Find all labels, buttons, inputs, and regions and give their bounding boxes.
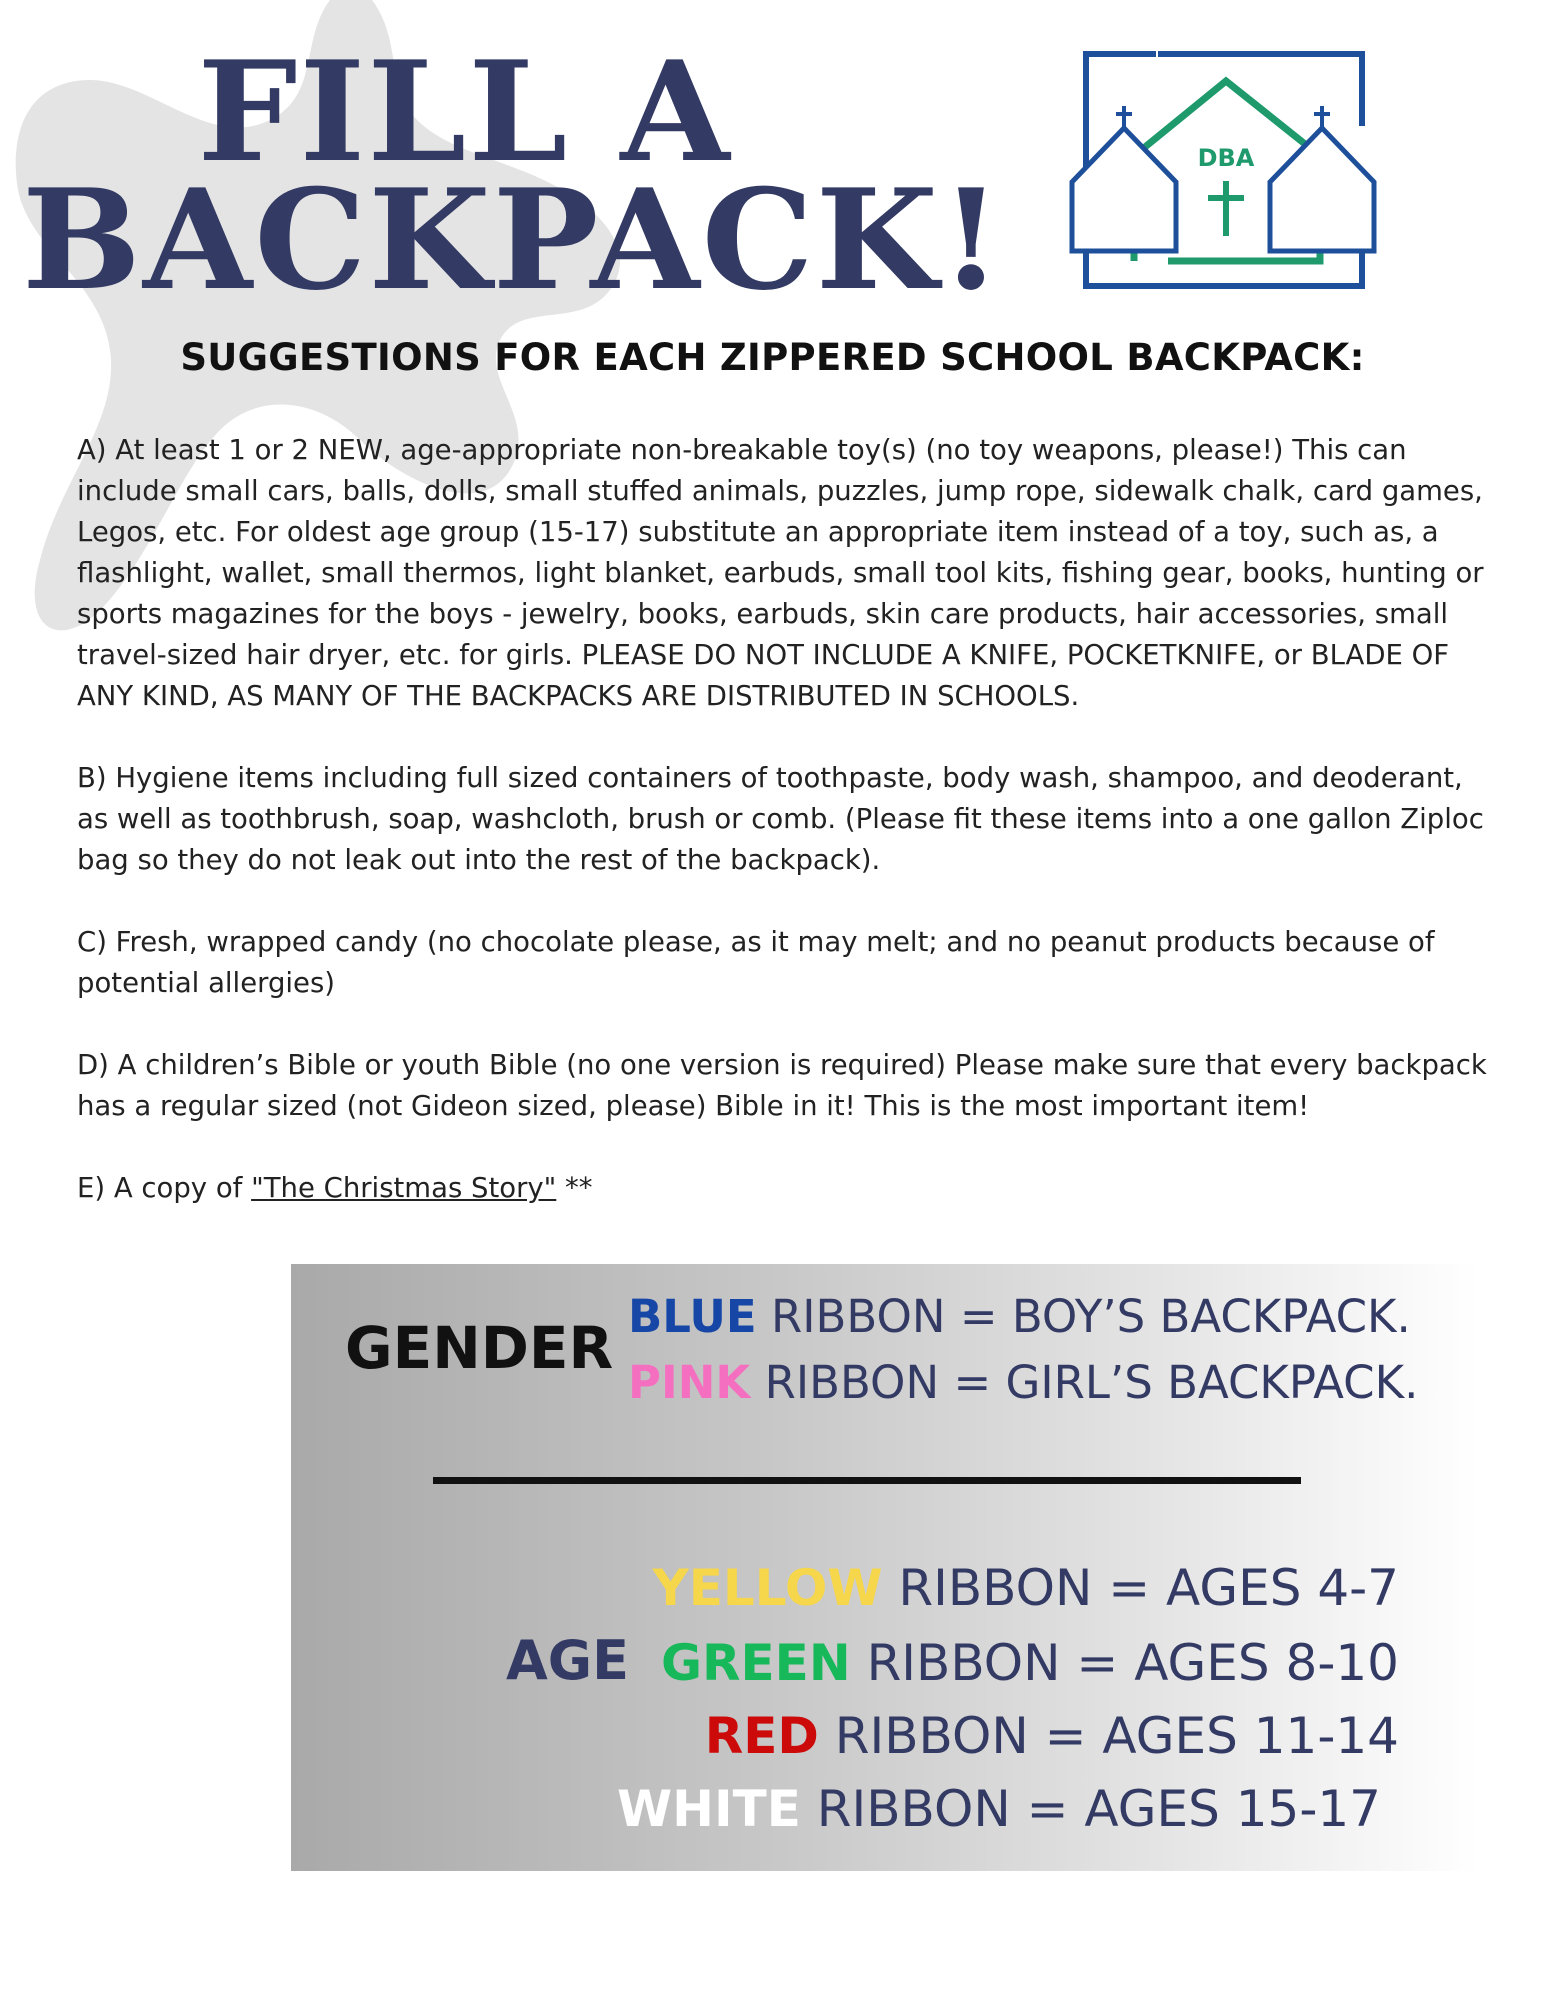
section-divider bbox=[433, 1477, 1301, 1484]
ribbon-color-word: WHITE bbox=[616, 1780, 801, 1838]
gender-row-blue bbox=[628, 1290, 1411, 1343]
ribbon-meaning: RIBBON = AGES 8-10 bbox=[850, 1634, 1399, 1692]
age-row-green bbox=[661, 1634, 1399, 1692]
suggestion-item-d: D) A children’s Bible or youth Bible (no one version is required) Please make sure that every backpack has a regular sized (not Gideon sized, please) Bible in it! This is the most important item! bbox=[77, 1049, 1487, 1122]
age-row-red bbox=[705, 1707, 1399, 1765]
suggestion-item-b: B) Hygiene items including full sized containers of toothpaste, body wash, shampoo, and deoderant, as well as toothbrush, soap, washcloth, brush or comb. (Please fit these items into a one gallon Ziploc bag so they do not leak out into the rest of the backpack). bbox=[77, 762, 1484, 876]
page-title bbox=[22, 30, 1004, 321]
logo-text: DBA bbox=[1197, 144, 1255, 172]
title-line-2: BACKPACK! bbox=[22, 158, 1004, 321]
section-heading: SUGGESTIONS FOR EACH ZIPPERED SCHOOL BACKPACK: bbox=[180, 336, 1365, 379]
ribbon-meaning: RIBBON = AGES 4-7 bbox=[882, 1559, 1399, 1617]
gender-row-pink bbox=[628, 1356, 1418, 1409]
ribbon-key-panel bbox=[291, 1264, 1479, 1871]
ribbon-color-word: GREEN bbox=[660, 1634, 851, 1692]
ribbon-color-word: YELLOW bbox=[652, 1559, 883, 1617]
ribbon-meaning: RIBBON = AGES 15-17 bbox=[800, 1780, 1381, 1838]
suggestion-item-e-prefix: E) A copy of bbox=[77, 1172, 252, 1204]
christmas-story-link[interactable]: "The Christmas Story" bbox=[251, 1172, 557, 1204]
suggestion-item-a: A) At least 1 or 2 NEW, age-appropriate non-breakable toy(s) (no toy weapons, please!) This can include small cars, balls, dolls, small stuffed animals, puzzles, jump rope, sidewalk chalk, card games, Legos, etc. For oldest age group (15-17) substitute an appropriate item instead of a toy, such as, a flashlight, wallet, small thermos, light blanket, earbuds, small tool kits, fishing gear, books, hunting or sports magazines for the boys - jewelry, books, earbuds, skin care products, hair accessories, small travel-sized hair dryer, etc. for girls. PLEASE DO NOT INCLUDE A KNIFE, POCKETKNIFE, or BLADE OF ANY KIND, AS MANY OF THE BACKPACKS ARE DISTRIBUTED IN SCHOOLS. bbox=[77, 434, 1484, 712]
ribbon-meaning: RIBBON = GIRL’S BACKPACK. bbox=[750, 1356, 1419, 1409]
ribbon-color-word: BLUE bbox=[628, 1290, 757, 1343]
age-row-white bbox=[617, 1780, 1381, 1838]
ribbon-meaning: RIBBON = BOY’S BACKPACK. bbox=[756, 1290, 1411, 1343]
age-label: AGE bbox=[506, 1629, 630, 1692]
ribbon-meaning: RIBBON = AGES 11-14 bbox=[818, 1707, 1399, 1765]
ribbon-color-word: RED bbox=[704, 1707, 819, 1765]
gender-label: GENDER bbox=[345, 1314, 614, 1382]
suggestion-item-e bbox=[77, 1168, 1497, 1209]
suggestion-item-e-suffix: ** bbox=[556, 1172, 593, 1204]
ribbon-color-word: PINK bbox=[628, 1356, 751, 1409]
title-line-1: FILL A bbox=[197, 30, 732, 193]
suggestions-list bbox=[77, 430, 1497, 1250]
suggestion-item-c: C) Fresh, wrapped candy (no chocolate please, as it may melt; and no peanut products because of potential allergies) bbox=[77, 926, 1435, 999]
age-row-yellow bbox=[653, 1559, 1399, 1617]
dba-church-logo bbox=[1068, 46, 1378, 292]
